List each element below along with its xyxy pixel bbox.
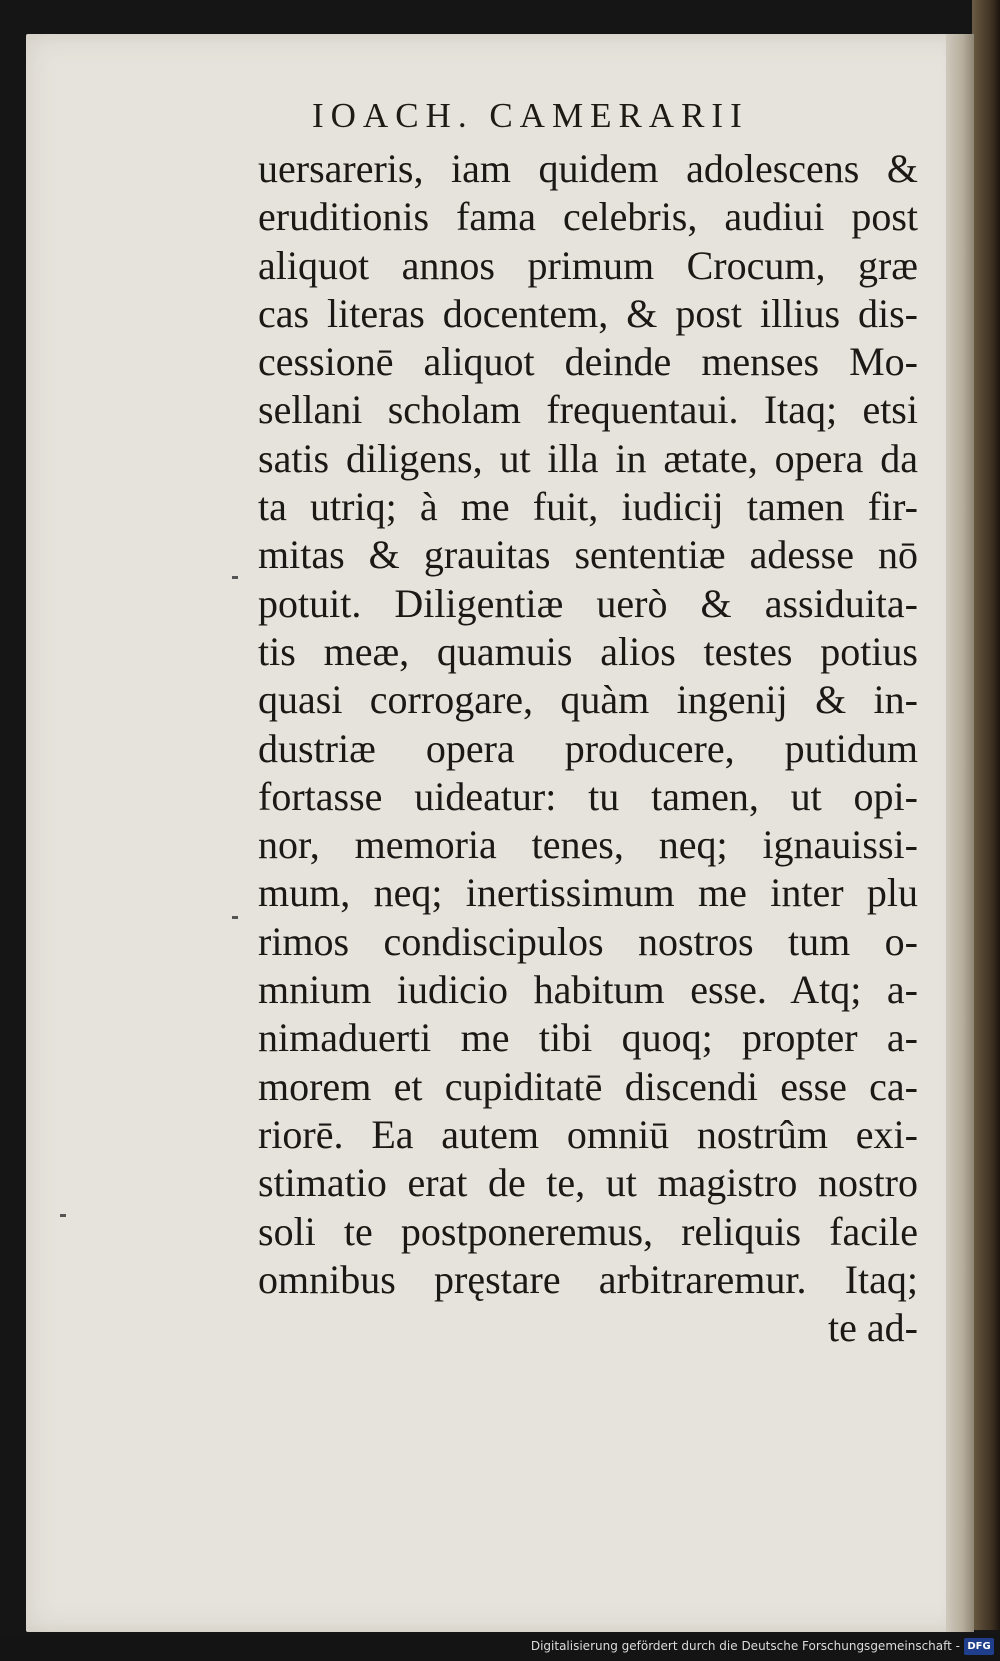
margin-mark <box>60 1214 66 1217</box>
text-line: rimos condiscipulos nostros tum o- <box>258 918 918 964</box>
text-line: riorē. Ea autem omniū nostrûm exi- <box>258 1111 918 1157</box>
text-line: cas literas docentem, & post illius dis- <box>258 290 918 336</box>
footer-bar <box>0 1634 1000 1661</box>
running-head: IOACH. CAMERARII <box>312 96 749 135</box>
text-line: omnibus pręstare arbitraremur. Itaq; <box>258 1256 918 1302</box>
text-line: uersareris, iam quidem adolescens & <box>258 146 918 191</box>
text-line: te ad- <box>828 1305 918 1351</box>
text-line: nimaduerti me tibi quoq; propter a- <box>258 1015 918 1061</box>
book-edge <box>972 0 1000 1630</box>
text-line: cessionē aliquot deinde menses Mo- <box>258 339 918 385</box>
text-line: mum, neq; inertissimum me inter plu <box>258 870 918 916</box>
text-line: morem et cupiditatē discendi esse ca- <box>258 1063 918 1109</box>
text-line: dustriæ opera producere, putidum <box>258 725 918 771</box>
dfg-logo: DFG <box>964 1638 994 1655</box>
text-line: sellani scholam frequentaui. Itaq; etsi <box>258 387 918 433</box>
margin-mark <box>232 916 238 919</box>
text-line: potuit. Diligentiæ uerò & assiduita- <box>258 580 918 626</box>
text-line: eruditionis fama celebris, audiui post <box>258 194 918 240</box>
margin-mark <box>232 576 238 579</box>
text-line: ta utriq; à me fuit, iudicij tamen fir- <box>258 484 918 530</box>
text-line: mnium iudicio habitum esse. Atq; a- <box>258 967 918 1013</box>
text-line: stimatio erat de te, ut magistro nostro <box>258 1160 918 1206</box>
text-line: nor, memoria tenes, neq; ignauissi- <box>258 822 918 868</box>
text-line: fortasse uideatur: tu tamen, ut opi- <box>258 773 918 819</box>
text-line: quasi corrogare, quàm ingenij & in- <box>258 677 918 723</box>
text-line: aliquot annos primum Crocum, græ <box>258 242 918 288</box>
text-line: mitas & grauitas sententiæ adesse nō <box>258 532 918 578</box>
page-gutter-shadow <box>946 34 974 1632</box>
text-line: satis diligens, ut illa in ætate, opera da <box>258 435 918 481</box>
text-line: tis meæ, quamuis alios testes potius <box>258 628 918 674</box>
footer-credit: Digitalisierung gefördert durch die Deutsche Forschungsgemeinschaft - <box>530 1639 960 1653</box>
body-text <box>258 145 918 1352</box>
text-line: soli te postponeremus, reliquis facile <box>258 1208 918 1254</box>
